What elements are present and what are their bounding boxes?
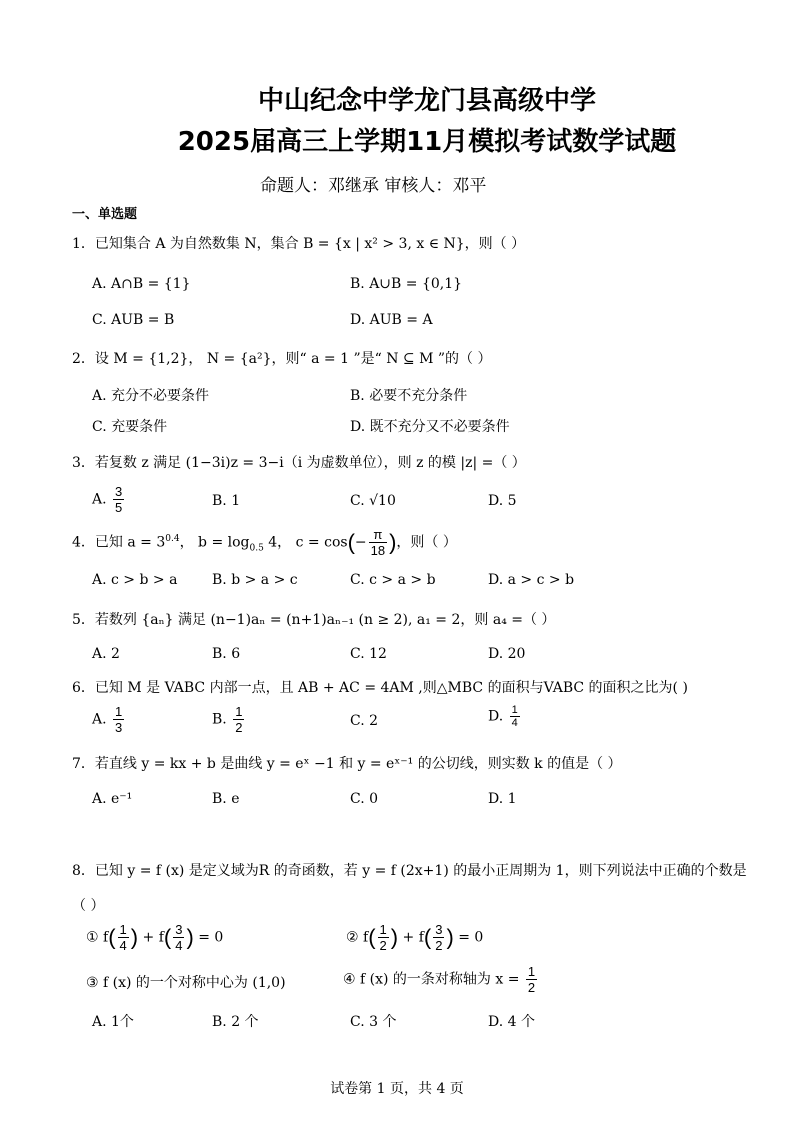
option-label: A. (92, 491, 107, 508)
question-2-option-b: B. 必要不充分条件 (350, 388, 468, 404)
question-2-option-c: C. 充要条件 (92, 419, 168, 435)
question-8-statement-1: ① f( $\frac{1}{4}$ ) + f( $\frac{3}{4}$ ) = 0 (86, 922, 224, 953)
question-8-stem: 8．已知 y = f (x) 是定义域为R 的奇函数，若 y = f (2x+1) 的最小正周期为 1，则下列说法中正确的个数是 (72, 863, 747, 879)
question-5-option-d: D. 20 (488, 646, 526, 662)
question-1-option-a: A. A∩B = {1} (92, 276, 191, 292)
authors-line: 命题人：邓继承 审核人：邓平 (260, 176, 487, 196)
question-8-option-d: D. 4 个 (488, 1014, 535, 1030)
question-8-option-b: B. 2 个 (212, 1014, 259, 1030)
page-footer: 试卷第 1 页，共 4 页 (330, 1081, 464, 1097)
question-1-option-d: D. AUB = A (350, 312, 433, 328)
question-1-option-c: C. AUB = B (92, 312, 175, 328)
question-6-option-b: B. $\frac{1}{2}$ (212, 704, 243, 735)
question-8-statement-2: ② f( $\frac{1}{2}$ ) + f( $\frac{3}{2}$ ) = 0 (346, 922, 484, 953)
question-6-stem: 6．已知 M 是 VABC 内部一点，且 AB + AC = 4AM ,则△MBC 的面积与VABC 的面积之比为( ) (72, 680, 688, 696)
question-7-stem: 7．若直线 y = kx + b 是曲线 y = eˣ −1 和 y = eˣ⁻¹ 的公切线，则实数 k 的值是（ ） (72, 756, 622, 772)
question-4-stem: 4．已知 $a = 3^{0.4}$， $b = \log_{0.5} 4$， c = cos(− $\frac{\pi}{18}$ )，则（ ） (72, 527, 457, 558)
question-8-statement-3: ③ f (x) 的一个对称中心为 (1,0) (86, 975, 286, 991)
question-3-option-b: B. 1 (212, 493, 241, 509)
question-2-stem: 2．设 M = {1,2}， N = {a²}，则“ a = 1 ”是“ N ⊆ M ”的（ ） (72, 351, 492, 367)
question-2-option-d: D. 既不充分又不必要条件 (350, 419, 510, 435)
question-3-option-c: C. √10 (350, 493, 396, 509)
question-5-option-b: B. 6 (212, 646, 241, 662)
question-4-option-a: A. c > b > a (92, 572, 178, 588)
question-7-option-c: C. 0 (350, 791, 379, 807)
question-6-option-c: C. 2 (350, 713, 379, 729)
title-line-1: 中山纪念中学龙门县高级中学 (257, 86, 596, 116)
question-6-option-a: A. $\frac{1}{3}$ (92, 704, 123, 735)
question-4-option-c: C. c > a > b (350, 572, 436, 588)
question-8-paren: （ ） (72, 898, 105, 914)
question-4-option-d: D. a > c > b (488, 572, 575, 588)
section-heading: 一、单选题 (72, 207, 138, 222)
question-5-stem: 5．若数列 {aₙ} 满足 (n−1)aₙ = (n+1)aₙ₋₁ (n ≥ 2), a₁ = 2，则 a₄ =（ ） (72, 612, 556, 628)
question-3-stem: 3．若复数 z 满足 (1−3i)z = 3−i（i 为虚数单位），则 z 的模 |z| =（ ） (72, 455, 526, 471)
question-4-option-b: B. b > a > c (212, 572, 298, 588)
question-2-option-a: A. 充分不必要条件 (92, 388, 210, 404)
fraction: $\frac{3}{5}$ (115, 484, 123, 515)
question-6-option-d: D. $\frac{1}{4}$ (488, 704, 518, 729)
question-5-option-c: C. 12 (350, 646, 387, 662)
question-8-option-a: A. 1个 (92, 1014, 134, 1030)
question-1-option-b: B. A∪B = {0,1} (350, 276, 463, 292)
question-7-option-a: A. e⁻¹ (92, 791, 133, 807)
question-3-option-a (92, 484, 126, 515)
question-7-option-d: D. 1 (488, 791, 517, 807)
title-line-2: 2025届高三上学期11月模拟考试数学试题 (177, 127, 677, 157)
question-1-stem: 1．已知集合 A 为自然数集 N，集合 B = {x | x² > 3, x ∈ N}，则（ ） (72, 236, 526, 252)
question-8-statement-4: ④ f (x) 的一条对称轴为 x = $\frac{1}{2}$ (343, 964, 536, 995)
question-8-option-c: C. 3 个 (350, 1014, 397, 1030)
question-3-option-d: D. 5 (488, 493, 517, 509)
question-7-option-b: B. e (212, 791, 240, 807)
question-5-option-a: A. 2 (92, 646, 120, 662)
